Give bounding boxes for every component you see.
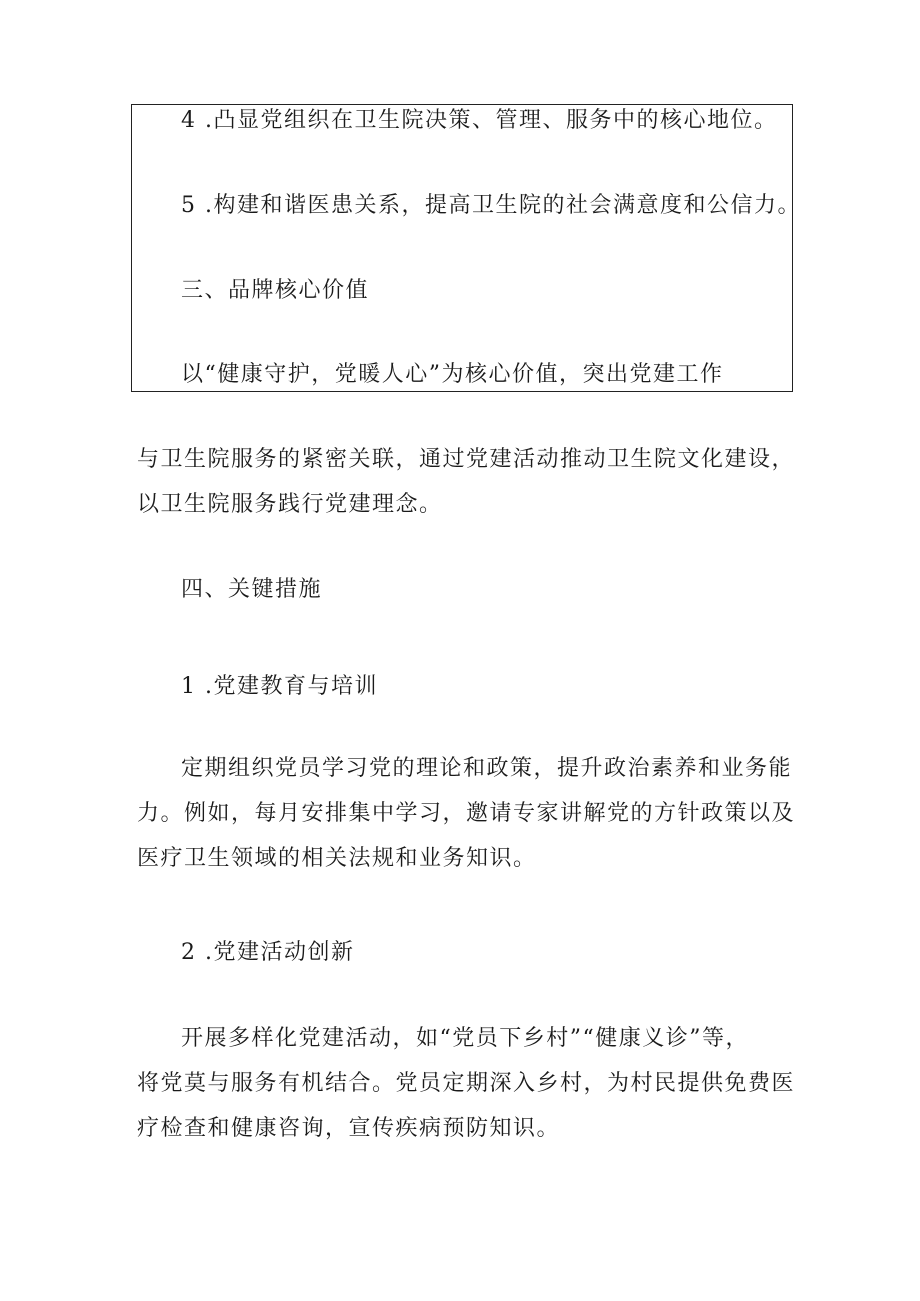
core-value-text-line-1: 以“健康守护，党暖人心”为核心价值，突出党建工作 bbox=[181, 362, 724, 387]
list-item-5: 5 .构建和谐医患关系，提高卫生院的社会满意度和公信力。 bbox=[181, 193, 801, 218]
paragraph-line: 疗检查和健康咨询，宣传疾病预防知识。 bbox=[137, 1116, 561, 1141]
paragraph-line: 定期组织党员学习党的理论和政策，提升政治素养和业务能 bbox=[181, 756, 793, 781]
section-heading-3: 三、品牌核心价值 bbox=[181, 278, 370, 303]
core-value-text-line-3: 以卫生院服务践行党建理念。 bbox=[137, 492, 443, 517]
boxed-text-section bbox=[131, 104, 793, 392]
core-value-text-line-2: 与卫生院服务的紧密关联，通过党建活动推动卫生院文化建设， bbox=[137, 447, 796, 472]
paragraph-line: 开展多样化党建活动，如“党员下乡村”“健康义诊”等， bbox=[181, 1026, 749, 1051]
measure-2-paragraph bbox=[137, 1016, 795, 1151]
list-item-4: 4 .凸显党组织在卫生院决策、管理、服务中的核心地位。 bbox=[181, 108, 778, 133]
measure-1-paragraph bbox=[137, 746, 795, 881]
measure-2-title: 2 .党建活动创新 bbox=[181, 940, 355, 965]
section-heading-4: 四、关键措施 bbox=[181, 577, 323, 602]
paragraph-line: 力。例如，每月安排集中学习，邀请专家讲解党的方针政策以及 bbox=[137, 801, 796, 826]
paragraph-line: 医疗卫生领域的相关法规和业务知识。 bbox=[137, 846, 537, 871]
measure-1-title: 1 .党建教育与培训 bbox=[181, 674, 378, 699]
paragraph-line: 将党莫与服务有机结合。党员定期深入乡村，为村民提供免费医 bbox=[137, 1071, 796, 1096]
